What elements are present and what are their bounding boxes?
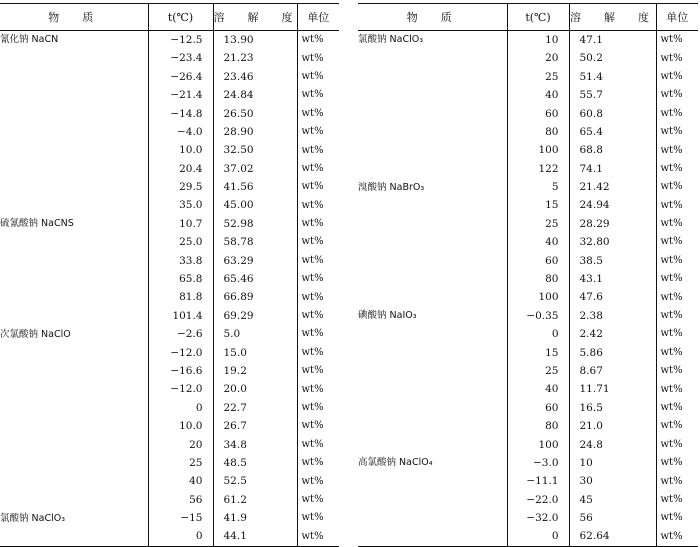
column-header-substance: 物 质 xyxy=(0,4,148,31)
table-header-row xyxy=(358,4,698,31)
temperature-cell: 20.4 xyxy=(148,160,213,178)
temperature-cell: −23.4 xyxy=(148,49,213,67)
unit-cell: wt% xyxy=(656,252,698,270)
temperature-cell: 25.0 xyxy=(148,233,213,251)
solubility-cell: 63.29 xyxy=(213,252,297,270)
temperature-cell: 10.0 xyxy=(148,141,213,159)
table-row xyxy=(358,454,698,472)
substance-cell xyxy=(0,68,148,86)
solubility-cell: 52.98 xyxy=(213,215,297,233)
table-row xyxy=(358,215,698,233)
table-row xyxy=(358,123,698,141)
unit-cell: wt% xyxy=(297,141,339,159)
temperature-cell: −26.4 xyxy=(148,68,213,86)
temperature-cell: 56 xyxy=(148,491,213,509)
solubility-table-left xyxy=(0,3,339,547)
unit-cell: wt% xyxy=(656,436,698,454)
temperature-cell: 35.0 xyxy=(148,197,213,215)
temperature-cell: 20 xyxy=(148,436,213,454)
unit-cell: wt% xyxy=(656,288,698,306)
unit-cell: wt% xyxy=(297,307,339,325)
temperature-cell: 80 xyxy=(507,417,569,435)
table-row xyxy=(0,436,339,454)
table-row xyxy=(358,344,698,362)
substance-cell: 高氯酸钠 NaClO₄ xyxy=(358,457,433,469)
temperature-cell: 25 xyxy=(507,68,569,86)
temperature-cell: −16.6 xyxy=(148,362,213,380)
unit-cell: wt% xyxy=(297,362,339,380)
solubility-cell: 65.4 xyxy=(569,123,656,141)
solubility-cell: 32.80 xyxy=(569,233,656,251)
temperature-cell: −4.0 xyxy=(148,123,213,141)
solubility-cell: 43.1 xyxy=(569,270,656,288)
substance-cell xyxy=(0,197,148,215)
solubility-cell: 24.8 xyxy=(569,436,656,454)
temperature-cell: 60 xyxy=(507,252,569,270)
table-row xyxy=(0,362,339,380)
unit-cell: wt% xyxy=(297,233,339,251)
substance-cell xyxy=(0,123,148,141)
temperature-cell: 100 xyxy=(507,436,569,454)
substance-cell xyxy=(358,270,507,288)
table-row xyxy=(358,491,698,509)
temperature-cell: 15 xyxy=(507,344,569,362)
table-row xyxy=(0,380,339,398)
solubility-cell: 15.0 xyxy=(213,344,297,362)
substance-cell xyxy=(0,233,148,251)
unit-cell: wt% xyxy=(656,417,698,435)
unit-cell: wt% xyxy=(656,86,698,104)
substance-cell xyxy=(0,307,148,325)
table-row xyxy=(358,307,698,325)
substance-cell xyxy=(0,417,148,435)
unit-cell: wt% xyxy=(297,509,339,527)
unit-cell: wt% xyxy=(656,472,698,490)
unit-cell: wt% xyxy=(656,491,698,509)
table-row xyxy=(0,233,339,251)
solubility-cell: 69.29 xyxy=(213,307,297,325)
temperature-cell: 65.8 xyxy=(148,270,213,288)
table-row xyxy=(0,417,339,435)
substance-cell xyxy=(0,178,148,196)
column-header-temperature: t(℃) xyxy=(148,4,213,31)
temperature-cell: 29.5 xyxy=(148,178,213,196)
table-row xyxy=(358,380,698,398)
table-row xyxy=(0,288,339,306)
table-row xyxy=(358,86,698,104)
table-row xyxy=(358,362,698,380)
substance-cell xyxy=(358,417,507,435)
column-header-substance: 物 质 xyxy=(358,4,507,31)
solubility-cell: 32.50 xyxy=(213,141,297,159)
table-row xyxy=(0,86,339,104)
temperature-cell: 25 xyxy=(507,362,569,380)
temperature-cell: 0 xyxy=(507,528,569,547)
unit-cell: wt% xyxy=(297,86,339,104)
substance-cell xyxy=(358,123,507,141)
unit-cell: wt% xyxy=(297,472,339,490)
temperature-cell: 100 xyxy=(507,141,569,159)
temperature-cell: 10.0 xyxy=(148,417,213,435)
table-row xyxy=(358,472,698,490)
unit-cell: wt% xyxy=(656,454,698,472)
substance-cell xyxy=(358,105,507,123)
temperature-cell: 40 xyxy=(507,86,569,104)
table-row xyxy=(358,436,698,454)
substance-cell xyxy=(358,86,507,104)
solubility-cell: 60.8 xyxy=(569,105,656,123)
temperature-cell: 25 xyxy=(507,215,569,233)
unit-cell: wt% xyxy=(297,491,339,509)
substance-cell xyxy=(0,288,148,306)
substance-cell xyxy=(0,160,148,178)
solubility-cell: 45 xyxy=(569,491,656,509)
table-row xyxy=(358,509,698,527)
substance-cell xyxy=(358,399,507,417)
solubility-cell: 10 xyxy=(569,454,656,472)
substance-cell xyxy=(358,344,507,362)
solubility-cell: 26.7 xyxy=(213,417,297,435)
solubility-cell: 38.5 xyxy=(569,252,656,270)
table-row xyxy=(0,491,339,509)
temperature-cell: −3.0 xyxy=(507,454,569,472)
temperature-cell: 25 xyxy=(148,454,213,472)
substance-cell xyxy=(0,252,148,270)
substance-cell xyxy=(0,380,148,398)
solubility-cell: 23.46 xyxy=(213,68,297,86)
temperature-cell: 10.7 xyxy=(148,215,213,233)
temperature-cell: 60 xyxy=(507,105,569,123)
table-row xyxy=(0,307,339,325)
unit-cell: wt% xyxy=(297,417,339,435)
solubility-cell: 45.00 xyxy=(213,197,297,215)
temperature-cell: 33.8 xyxy=(148,252,213,270)
solubility-cell: 2.38 xyxy=(569,307,656,325)
temperature-cell: 40 xyxy=(507,380,569,398)
unit-cell: wt% xyxy=(656,178,698,196)
substance-cell xyxy=(358,233,507,251)
substance-cell xyxy=(0,472,148,490)
table-row xyxy=(358,105,698,123)
solubility-cell: 47.6 xyxy=(569,288,656,306)
substance-cell xyxy=(358,528,507,547)
substance-cell xyxy=(0,344,148,362)
solubility-cell: 41.56 xyxy=(213,178,297,196)
substance-cell xyxy=(358,141,507,159)
unit-cell: wt% xyxy=(656,270,698,288)
solubility-cell: 51.4 xyxy=(569,68,656,86)
table-row xyxy=(358,399,698,417)
unit-cell: wt% xyxy=(297,288,339,306)
unit-cell: wt% xyxy=(297,528,339,547)
table-body-right xyxy=(358,31,698,547)
column-header-solubility: 溶 解 度 xyxy=(213,4,297,31)
table-row xyxy=(0,472,339,490)
column-header-unit: 单位 xyxy=(656,4,698,31)
table-row xyxy=(358,197,698,215)
table-row xyxy=(358,252,698,270)
unit-cell: wt% xyxy=(297,454,339,472)
temperature-cell: 81.8 xyxy=(148,288,213,306)
unit-cell: wt% xyxy=(297,252,339,270)
temperature-cell: −14.8 xyxy=(148,105,213,123)
solubility-cell: 41.9 xyxy=(213,509,297,527)
substance-cell: 次氯酸钠 NaClO xyxy=(0,328,71,340)
solubility-cell: 44.1 xyxy=(213,528,297,547)
substance-cell xyxy=(358,160,507,178)
column-header-solubility: 溶 解 度 xyxy=(569,4,656,31)
temperature-cell: −2.6 xyxy=(148,325,213,343)
unit-cell: wt% xyxy=(656,49,698,67)
table-row xyxy=(0,160,339,178)
table-row xyxy=(0,123,339,141)
temperature-cell: −15 xyxy=(148,509,213,527)
table-header-row xyxy=(0,4,339,31)
unit-cell: wt% xyxy=(656,215,698,233)
substance-cell xyxy=(0,491,148,509)
unit-cell: wt% xyxy=(656,509,698,527)
temperature-cell: 100 xyxy=(507,288,569,306)
temperature-cell: 20 xyxy=(507,49,569,67)
solubility-cell: 65.46 xyxy=(213,270,297,288)
unit-cell: wt% xyxy=(297,270,339,288)
unit-cell: wt% xyxy=(656,362,698,380)
table-row xyxy=(358,417,698,435)
unit-cell: wt% xyxy=(297,178,339,196)
substance-cell xyxy=(358,472,507,490)
solubility-cell: 58.78 xyxy=(213,233,297,251)
table-row xyxy=(0,454,339,472)
solubility-cell: 8.67 xyxy=(569,362,656,380)
solubility-cell: 5.0 xyxy=(213,325,297,343)
unit-cell: wt% xyxy=(656,31,698,50)
temperature-cell: 0 xyxy=(507,325,569,343)
substance-cell xyxy=(358,49,507,67)
table-row xyxy=(0,197,339,215)
solubility-cell: 20.0 xyxy=(213,380,297,398)
substance-cell xyxy=(358,436,507,454)
substance-cell xyxy=(358,197,507,215)
temperature-cell: −12.5 xyxy=(148,31,213,50)
unit-cell: wt% xyxy=(297,49,339,67)
substance-cell xyxy=(0,436,148,454)
substance-cell xyxy=(0,270,148,288)
solubility-cell: 13.90 xyxy=(213,31,297,50)
solubility-cell: 21.0 xyxy=(569,417,656,435)
unit-cell: wt% xyxy=(297,123,339,141)
unit-cell: wt% xyxy=(656,380,698,398)
temperature-cell: 60 xyxy=(507,399,569,417)
solubility-cell: 28.29 xyxy=(569,215,656,233)
temperature-cell: −12.0 xyxy=(148,380,213,398)
substance-cell: 硫氰酸钠 NaCNS xyxy=(0,218,74,230)
unit-cell: wt% xyxy=(297,215,339,233)
solubility-cell: 52.5 xyxy=(213,472,297,490)
temperature-cell: −12.0 xyxy=(148,344,213,362)
unit-cell: wt% xyxy=(297,380,339,398)
table-row xyxy=(358,288,698,306)
table-row xyxy=(0,399,339,417)
column-header-temperature: t(℃) xyxy=(507,4,569,31)
table-row xyxy=(0,528,339,547)
unit-cell: wt% xyxy=(656,233,698,251)
unit-cell: wt% xyxy=(297,436,339,454)
substance-cell xyxy=(0,86,148,104)
solubility-cell: 22.7 xyxy=(213,399,297,417)
unit-cell: wt% xyxy=(297,325,339,343)
table-row xyxy=(358,141,698,159)
solubility-cell: 47.1 xyxy=(569,31,656,50)
unit-cell: wt% xyxy=(656,197,698,215)
unit-cell: wt% xyxy=(656,160,698,178)
temperature-cell: −0.35 xyxy=(507,307,569,325)
table-row xyxy=(0,141,339,159)
solubility-cell: 11.71 xyxy=(569,380,656,398)
solubility-cell: 2.42 xyxy=(569,325,656,343)
table-row xyxy=(358,68,698,86)
temperature-cell: −21.4 xyxy=(148,86,213,104)
table-row xyxy=(0,270,339,288)
table-row xyxy=(358,178,698,196)
substance-cell: 氰化钠 NaCN xyxy=(0,34,59,46)
unit-cell: wt% xyxy=(297,31,339,50)
solubility-cell: 66.89 xyxy=(213,288,297,306)
unit-cell: wt% xyxy=(297,105,339,123)
unit-cell: wt% xyxy=(656,325,698,343)
solubility-cell: 56 xyxy=(569,509,656,527)
solubility-cell: 5.86 xyxy=(569,344,656,362)
table-row xyxy=(0,178,339,196)
substance-cell xyxy=(358,252,507,270)
solubility-cell: 30 xyxy=(569,472,656,490)
substance-cell: 溴酸钠 NaBrO₃ xyxy=(358,181,425,193)
substance-cell xyxy=(358,509,507,527)
unit-cell: wt% xyxy=(656,344,698,362)
temperature-cell: −22.0 xyxy=(507,491,569,509)
temperature-cell: −11.1 xyxy=(507,472,569,490)
solubility-cell: 24.84 xyxy=(213,86,297,104)
temperature-cell: 122 xyxy=(507,160,569,178)
unit-cell: wt% xyxy=(297,344,339,362)
unit-cell: wt% xyxy=(656,141,698,159)
solubility-cell: 21.42 xyxy=(569,178,656,196)
temperature-cell: 80 xyxy=(507,123,569,141)
substance-cell xyxy=(0,49,148,67)
table-row xyxy=(0,49,339,67)
solubility-cell: 74.1 xyxy=(569,160,656,178)
table-row xyxy=(358,528,698,547)
solubility-cell: 61.2 xyxy=(213,491,297,509)
substance-cell: 氯酸钠 NaClO₃ xyxy=(0,512,66,524)
unit-cell: wt% xyxy=(656,528,698,547)
substance-cell xyxy=(358,362,507,380)
unit-cell: wt% xyxy=(297,160,339,178)
table-row xyxy=(358,233,698,251)
solubility-cell: 37.02 xyxy=(213,160,297,178)
unit-cell: wt% xyxy=(297,68,339,86)
table-row xyxy=(0,31,339,50)
solubility-cell: 26.50 xyxy=(213,105,297,123)
substance-cell xyxy=(0,362,148,380)
substance-cell xyxy=(358,68,507,86)
table-body-left xyxy=(0,31,339,547)
substance-cell xyxy=(0,399,148,417)
solubility-cell: 19.2 xyxy=(213,362,297,380)
table-row xyxy=(358,31,698,50)
temperature-cell: −32.0 xyxy=(507,509,569,527)
temperature-cell: 40 xyxy=(148,472,213,490)
substance-cell xyxy=(0,454,148,472)
table-row xyxy=(0,509,339,527)
solubility-cell: 55.7 xyxy=(569,86,656,104)
table-row xyxy=(0,325,339,343)
unit-cell: wt% xyxy=(656,68,698,86)
substance-cell xyxy=(358,288,507,306)
unit-cell: wt% xyxy=(656,105,698,123)
table-row xyxy=(0,344,339,362)
unit-cell: wt% xyxy=(297,197,339,215)
table-row xyxy=(358,325,698,343)
table-row xyxy=(358,49,698,67)
substance-cell xyxy=(0,141,148,159)
solubility-cell: 24.94 xyxy=(569,197,656,215)
substance-cell xyxy=(358,491,507,509)
table-row xyxy=(0,68,339,86)
column-header-unit: 单位 xyxy=(297,4,339,31)
temperature-cell: 101.4 xyxy=(148,307,213,325)
temperature-cell: 80 xyxy=(507,270,569,288)
temperature-cell: 10 xyxy=(507,31,569,50)
solubility-cell: 50.2 xyxy=(569,49,656,67)
substance-cell xyxy=(358,325,507,343)
table-row xyxy=(358,160,698,178)
unit-cell: wt% xyxy=(656,123,698,141)
substance-cell xyxy=(358,380,507,398)
substance-cell: 碘酸钠 NaIO₃ xyxy=(358,310,417,322)
temperature-cell: 0 xyxy=(148,528,213,547)
substance-cell xyxy=(0,528,148,547)
temperature-cell: 5 xyxy=(507,178,569,196)
solubility-cell: 16.5 xyxy=(569,399,656,417)
table-row xyxy=(0,215,339,233)
solubility-cell: 48.5 xyxy=(213,454,297,472)
temperature-cell: 40 xyxy=(507,233,569,251)
table-row xyxy=(0,105,339,123)
solubility-cell: 62.64 xyxy=(569,528,656,547)
table-row xyxy=(358,270,698,288)
solubility-table-right xyxy=(358,3,698,547)
temperature-cell: 0 xyxy=(148,399,213,417)
unit-cell: wt% xyxy=(656,399,698,417)
solubility-cell: 34.8 xyxy=(213,436,297,454)
unit-cell: wt% xyxy=(297,399,339,417)
substance-cell xyxy=(358,215,507,233)
temperature-cell: 15 xyxy=(507,197,569,215)
substance-cell xyxy=(0,105,148,123)
substance-cell: 氯酸钠 NaClO₃ xyxy=(358,34,424,46)
table-row xyxy=(0,252,339,270)
solubility-cell: 28.90 xyxy=(213,123,297,141)
unit-cell: wt% xyxy=(656,307,698,325)
solubility-cell: 21.23 xyxy=(213,49,297,67)
solubility-cell: 68.8 xyxy=(569,141,656,159)
